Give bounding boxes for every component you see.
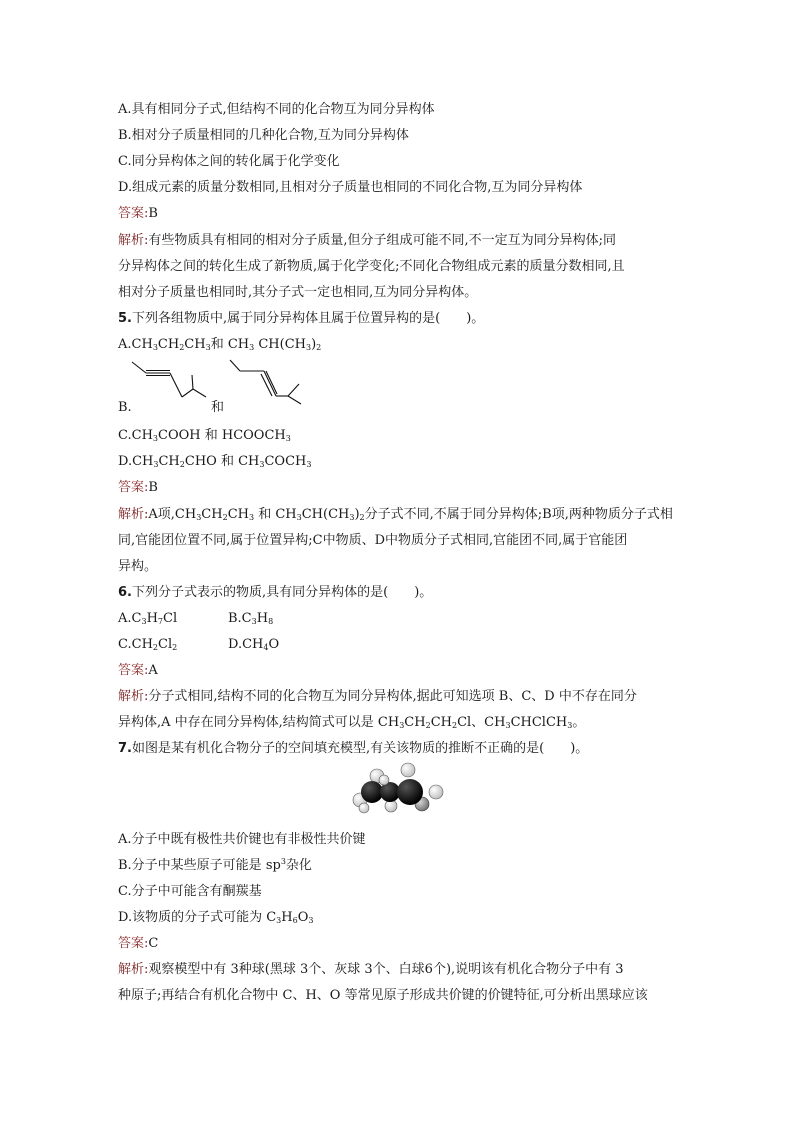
space-filling-model-image <box>346 762 448 814</box>
q7-option-d: D.该物质的分子式可能为 $C_3H_6O_3$ <box>118 910 314 925</box>
q6-answer <box>118 663 158 679</box>
q6-stem <box>118 585 432 601</box>
answer-value: B <box>148 480 158 495</box>
option-d-text: D.该物质的分子式可能为 C <box>118 910 277 925</box>
q4-option-b: B.相对分子质量相同的几种化合物,互为同分异构体 <box>118 128 409 143</box>
q6-option-a: $A.C_3H_7Cl$ <box>118 611 178 626</box>
q4-analysis-line-1 <box>118 233 616 249</box>
q4-analysis-line-2: 分异构体之间的转化生成了新物质,属于化学变化;不同化合物组成元素的质量分数相同,且 <box>118 259 625 274</box>
q6-option-c: $C.CH_2Cl_2$ <box>118 637 178 652</box>
q5-stem <box>118 311 484 327</box>
analysis-text: 分子式相同,结构不同的化合物互为同分异构体,据此可知选项 B、C、D 中不存在同分 <box>148 689 637 704</box>
q4-option-d: D.组成元素的质量分数相同,且相对分子质量也相同的不同化合物,互为同分异构体 <box>118 180 583 195</box>
analysis-text: 有些物质具有相同的相对分子质量,但分子组成可能不同,不一定互为同分异构体;同 <box>148 233 617 248</box>
q4-answer <box>118 206 158 222</box>
q5-analysis-line-2: 同,官能团位置不同,属于位置异构;C中物质、D中物质分子式相同,官能团不同,属于官能团 <box>118 533 628 548</box>
analysis-label: 解析: <box>118 962 149 977</box>
q5-option-b-and: 和 <box>211 400 225 415</box>
q4-option-c: C.同分异构体之间的转化属于化学变化 <box>118 154 340 169</box>
question-text: 下列分子式表示的物质,具有同分异构体的是( )。 <box>131 585 433 600</box>
q7-option-b: B.分子中某些原子可能是 $sp^3$杂化 <box>118 857 312 873</box>
q7-analysis-line-1 <box>118 962 624 978</box>
q5-option-b-label: B. <box>118 400 132 415</box>
q6-analysis-line-1 <box>118 689 637 705</box>
q7-option-a: A.分子中既有极性共价键也有非极性共价键 <box>118 832 366 847</box>
answer-label: 答案: <box>118 480 149 495</box>
q7-answer <box>118 936 158 952</box>
question-text: 如图是某有机化合物分子的空间填充模型,有关该物质的推断不正确的是( )。 <box>131 741 589 756</box>
analysis-text: A项,CH <box>148 507 197 522</box>
q6-option-b: $B.C_3H_8$ <box>228 611 274 626</box>
question-number: 7. <box>118 741 132 756</box>
q5-option-d: $D.CH_3CH_2CHO$ 和 $CH_3COCH_3$ <box>118 454 312 469</box>
option-b-text: B.分子中某些原子可能是 sp <box>118 858 281 873</box>
question-number: 6. <box>118 585 132 600</box>
option-c-text: C.CH <box>118 428 153 443</box>
analysis-text: 异构体,A 中存在同分异构体,结构简式可以是 CH <box>118 715 400 730</box>
answer-value: C <box>148 936 159 951</box>
q7-stem <box>118 741 588 757</box>
q5-analysis-line-1: 解析:A项$,CH_3CH_2CH_3$ 和 $CH_3CH(CH_3)_2$分子式不同,不属于同分异构体;B项,两种物质分子式相 <box>118 507 673 522</box>
q6-option-d: $D.CH_4O$ <box>228 637 280 652</box>
option-a-and: 和 CH <box>210 337 250 352</box>
q7-option-c: C.分子中可能含有酮羰基 <box>118 884 262 899</box>
analysis-label: 解析: <box>118 507 149 522</box>
analysis-text-cont: 分子式不同,不属于同分异构体;B项,两种物质分子式相 <box>364 507 673 522</box>
q4-option-a: A.具有相同分子式,但结构不同的化合物互为同分异构体 <box>118 102 435 117</box>
answer-value: A <box>148 663 158 678</box>
q7-analysis-line-2: 种原子;再结合有机化合物中 C、H、O 等常见原子形成共价键的价键特征,可分析出黑球应该 <box>118 988 648 1003</box>
q5-analysis-line-3: 异构。 <box>118 559 158 574</box>
analysis-text: 观察模型中有 3种球(黑球 3个、灰球 3个、白球6个),说明该有机化合物分子中有 3 <box>148 962 624 977</box>
option-d-text: D.CH <box>118 454 154 469</box>
question-number: 5. <box>118 311 132 326</box>
answer-value: B <box>148 206 158 221</box>
option-b-text-cont: 杂化 <box>285 858 312 873</box>
q6-analysis-line-2: 异构体,A 中存在同分异构体,结构简式可以是 $CH_3CH_2CH_2Cl$、$CH_3CHClCH_3$。 <box>118 715 586 730</box>
analysis-label: 解析: <box>118 689 149 704</box>
answer-label: 答案: <box>118 206 149 221</box>
q5-answer <box>118 480 158 496</box>
option-a-text: A.CH <box>118 337 153 352</box>
question-text: 下列各组物质中,属于同分异构体且属于位置异构的是( )。 <box>131 311 485 326</box>
analysis-label: 解析: <box>118 233 149 248</box>
q5-option-c: $C.CH_3COOH$ 和 $HCOOCH_3$ <box>118 428 291 443</box>
answer-label: 答案: <box>118 936 149 951</box>
answer-label: 答案: <box>118 663 149 678</box>
q4-analysis-line-3: 相对分子质量也相同时,其分子式一定也相同,互为同分异构体。 <box>118 285 478 300</box>
q5-option-a: $A.CH_3CH_2CH_3$和 $CH_3$ $CH(CH_3)_2$ <box>118 337 322 352</box>
